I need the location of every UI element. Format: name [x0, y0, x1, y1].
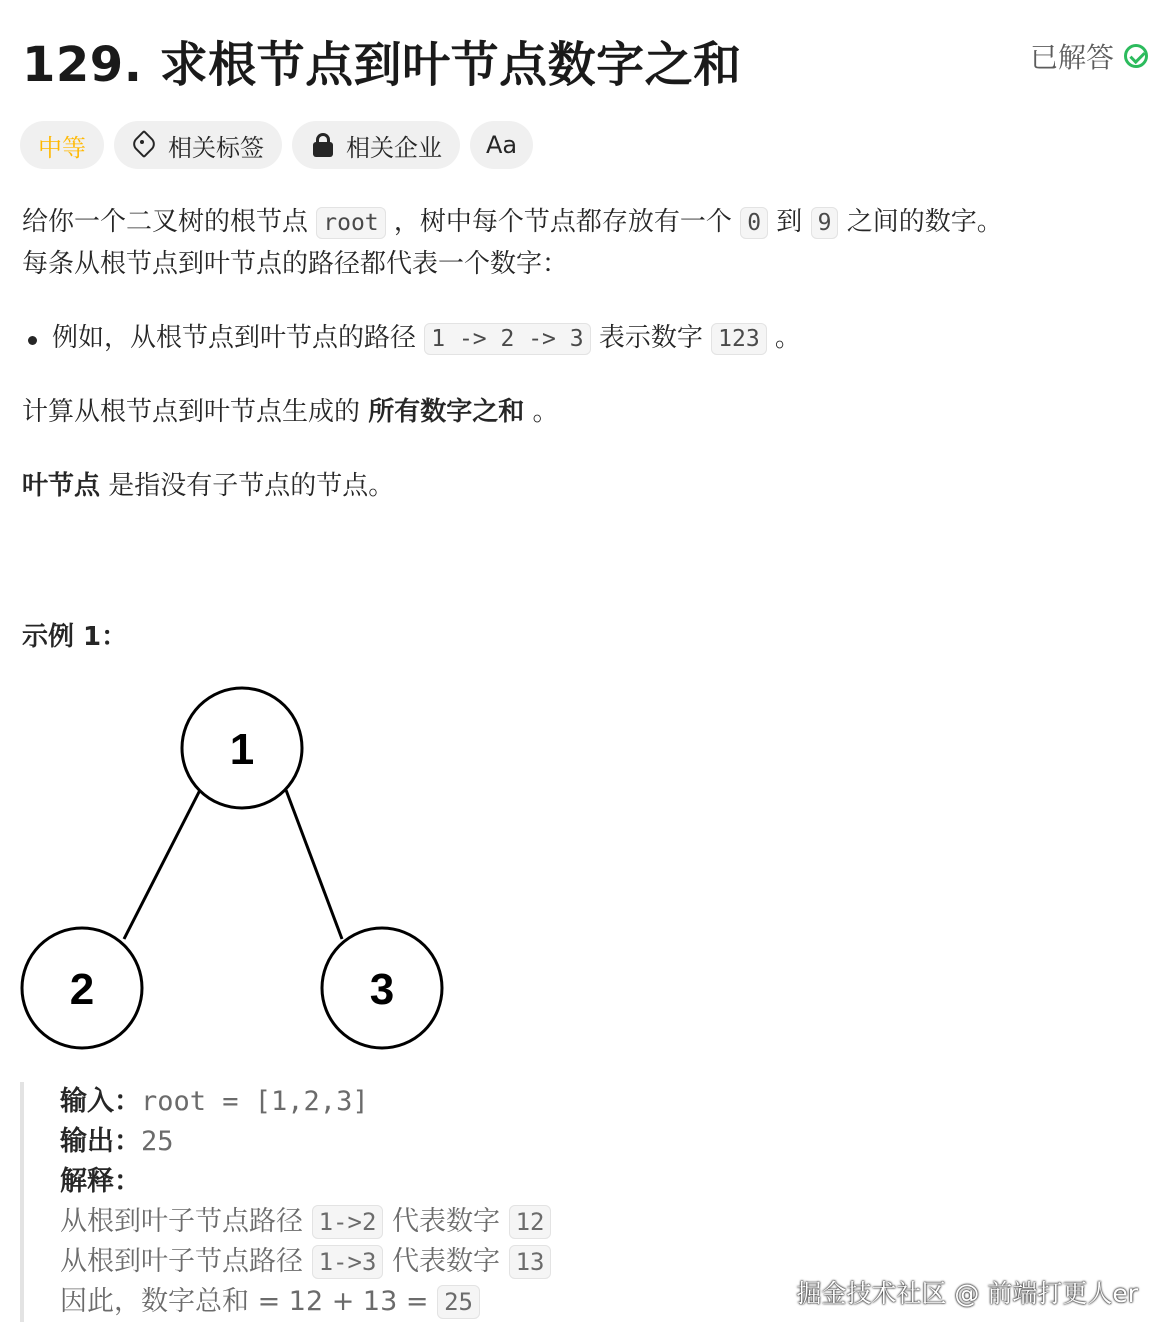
example-block — [20, 1082, 724, 1322]
related-tags-label: 相关标签 — [168, 133, 264, 162]
example-input — [60, 1082, 369, 1122]
watermark: 掘金技术社区 @ 前端打更人er — [796, 1279, 1138, 1308]
text: 因此，数字总和 = 12 + 13 = — [60, 1286, 438, 1317]
inline-code: 9 — [811, 207, 839, 239]
text: 从根到叶子节点路径 — [60, 1246, 312, 1277]
explain-line-3 — [60, 1282, 480, 1322]
example-explain — [60, 1162, 141, 1202]
example-title: 示例 1： — [22, 622, 128, 652]
text: 。 — [766, 323, 801, 353]
bold-text: 叶节点 — [22, 471, 101, 501]
inline-code: 1->2 — [312, 1205, 384, 1239]
text: 从根到叶子节点路径 — [60, 1206, 312, 1237]
description-paragraph-1 — [22, 201, 1003, 244]
solved-status — [1030, 36, 1148, 76]
tree-edge — [286, 790, 342, 939]
inline-code: 123 — [711, 323, 767, 355]
text: 计算从根节点到叶节点生成的 — [22, 397, 369, 427]
related-tags-button[interactable] — [114, 121, 282, 169]
text: 给你一个二叉树的根节点 — [22, 207, 317, 237]
tree-node-label: 3 — [369, 965, 395, 1014]
related-companies-button[interactable] — [292, 121, 460, 169]
text: 代表数字 — [383, 1246, 509, 1277]
inline-code: 12 — [509, 1205, 552, 1239]
text: ，树中每个节点都存放有一个 — [385, 207, 741, 237]
tree-edge — [124, 790, 200, 939]
translate-icon: Aa — [486, 131, 518, 159]
difficulty-badge[interactable]: 中等 — [20, 121, 104, 169]
check-circle-icon — [1124, 44, 1148, 68]
inline-code: 13 — [509, 1245, 552, 1279]
explain-line-1 — [60, 1202, 551, 1242]
tree-node-label: 1 — [229, 725, 255, 774]
bold-text: 所有数字之和 — [368, 397, 525, 427]
description-paragraph-4 — [22, 465, 394, 507]
text: 例如，从根节点到叶节点的路径 — [52, 323, 425, 353]
tag-bar — [20, 121, 533, 169]
input-value: root = [1,2,3] — [141, 1086, 369, 1117]
example-output — [60, 1122, 174, 1162]
output-value: 25 — [141, 1126, 174, 1157]
problem-title: 129. 求根节点到叶节点数字之和 — [22, 37, 742, 93]
tree-diagram — [20, 684, 450, 1054]
text: 代表数字 — [383, 1206, 509, 1237]
lock-icon — [310, 132, 336, 158]
explain-line-2 — [60, 1242, 551, 1282]
inline-code: root — [316, 207, 385, 239]
text: 是指没有子节点的节点。 — [100, 471, 395, 501]
text: 到 — [768, 207, 811, 237]
input-label: 输入： — [60, 1086, 141, 1117]
description-paragraph-3 — [22, 391, 559, 433]
description-bullet — [52, 317, 801, 360]
solved-label: 已解答 — [1029, 41, 1114, 74]
related-companies-label: 相关企业 — [346, 133, 442, 162]
font-toggle-button[interactable] — [470, 121, 533, 169]
description-paragraph-2: 每条从根节点到叶节点的路径都代表一个数字： — [22, 249, 569, 279]
inline-code: 1->3 — [312, 1245, 384, 1279]
text: 。 — [524, 397, 559, 427]
bullet-dot — [28, 336, 37, 345]
inline-code: 1 -> 2 -> 3 — [424, 323, 590, 355]
tag-icon — [132, 132, 158, 158]
text: 之间的数字。 — [838, 207, 1003, 237]
inline-code: 0 — [740, 207, 768, 239]
output-label: 输出： — [60, 1126, 141, 1157]
inline-code: 25 — [437, 1285, 480, 1319]
tree-node-label: 2 — [69, 965, 95, 1014]
explain-label: 解释： — [60, 1166, 141, 1197]
text: 表示数字 — [590, 323, 712, 353]
